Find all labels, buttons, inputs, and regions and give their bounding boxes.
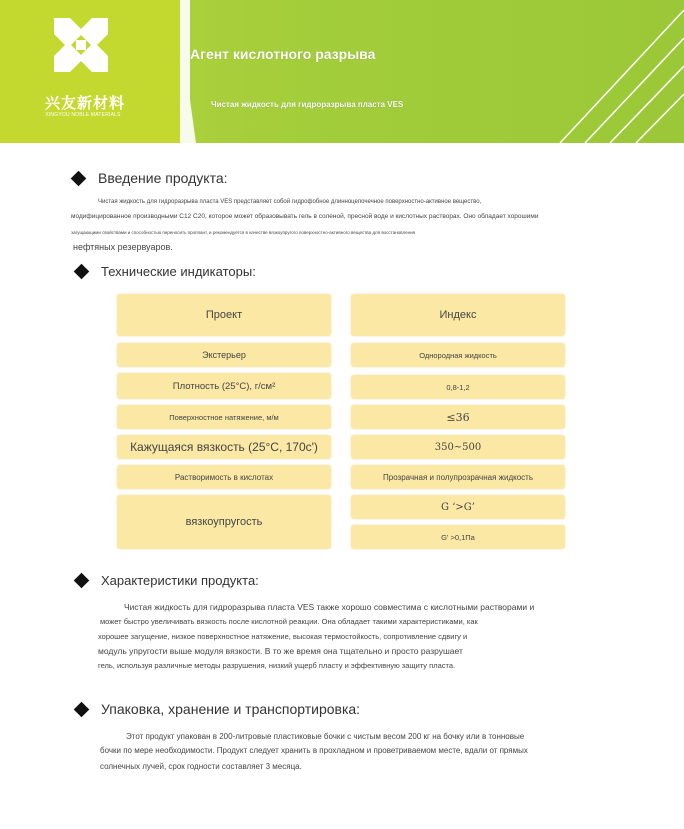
- table-cell-project: Экстерьер: [117, 343, 331, 367]
- features-line-3: хорошее загущение, низкое поверхностное натяжение, высокая термостойкость, сопротивление сдвигу и: [98, 632, 468, 641]
- features-line-1: Чистая жидкость для гидроразрыва пласта VES также хорошо совместима с кислотными растворами и: [124, 602, 535, 612]
- features-heading: [76, 573, 259, 588]
- diamond-bullet-icon: [74, 573, 90, 589]
- table-cell-index: G' >0,1Па: [351, 525, 565, 549]
- packaging-line-3: солнечных лучей, срок годности составляет 3 месяца.: [100, 762, 302, 771]
- table-cell-index: 0,8-1,2: [351, 375, 565, 399]
- table-cell-project: Поверхностное натяжение, м/м: [117, 405, 331, 429]
- intro-heading: [73, 170, 228, 186]
- header-banner: [0, 0, 684, 143]
- features-line-4: модуль упругости выше модуля вязкости. В то же время она тщательно и просто разрушает: [98, 646, 463, 656]
- table-cell-index: ≤36: [351, 405, 565, 429]
- packaging-heading: [76, 701, 360, 717]
- table-cell-project: Растворимость в кислотах: [117, 465, 331, 489]
- table-cell-index: Прозрачная и полупрозрачная жидкость: [351, 465, 565, 489]
- packaging-line-2: бочки по мере необходимости. Продукт следует хранить в прохладном и проветриваемом месте, вдали от прямых: [100, 746, 528, 755]
- intro-title: Введение продукта:: [98, 170, 228, 186]
- packaging-title: Упаковка, хранение и транспортировка:: [101, 701, 361, 717]
- diamond-bullet-icon: [71, 170, 87, 186]
- brand-name-en: XINGYOU NOBLE MATERIALS: [45, 112, 121, 118]
- table-cell-index: 350~500: [351, 435, 565, 459]
- features-line-5: гель, используя различные методы разрушения, низкий ущерб пласту и эффективную защиту пласта.: [98, 661, 456, 670]
- table-header-index: Индекс: [351, 294, 565, 336]
- table-cell-index: Однородная жидкость: [351, 343, 565, 367]
- diamond-bullet-icon: [74, 264, 90, 280]
- table-cell-index: G ‘>G’: [351, 495, 565, 519]
- features-title: Характеристики продукта:: [101, 573, 259, 588]
- header-subtitle: Чистая жидкость для гидроразрыва пласта VES: [211, 100, 404, 109]
- packaging-line-1: Этот продукт упакован в 200-литровые пластиковые бочки с чистым весом 200 кг на бочку или в тонновые: [126, 732, 525, 741]
- intro-line-1: Чистая жидкость для гидроразрыва пласта VES представляет собой гидрофобное длинноцепочечное поверхностно-активное вещество,: [98, 199, 482, 205]
- table-cell-project: Кажущаяся вязкость (25°C, 170с'): [117, 435, 331, 459]
- diamond-bullet-icon: [74, 701, 90, 717]
- intro-line-3: загущающими свойствами и способностью переносить проппант, и рекомендуется в качестве вязкоупругого поверхностно-активного вещества для восстановления: [71, 230, 416, 235]
- features-line-2: может быстро увеличивать вязкость после кислотной реакции. Она обладает такими характеристиками, как: [100, 617, 478, 626]
- table-cell-project: Плотность (25°C), г/см²: [117, 373, 331, 399]
- indicators-heading: [76, 264, 256, 279]
- brand-name-cn: 兴友新材料: [44, 94, 125, 112]
- intro-line-2: модифицированное производными C12 C20, которое может образовывать гель в соленой, пресной воде и кислотных растворах. Оно обладает хорошими: [71, 213, 539, 220]
- table-header-project: Проект: [117, 294, 331, 336]
- table-cell-project: вязкоупругость: [117, 495, 331, 549]
- indicators-title: Технические индикаторы:: [101, 264, 256, 279]
- header-decoration: [0, 0, 684, 143]
- header-title: Агент кислотного разрыва: [190, 46, 376, 62]
- intro-line-4: нефтяных резервуаров.: [73, 242, 173, 252]
